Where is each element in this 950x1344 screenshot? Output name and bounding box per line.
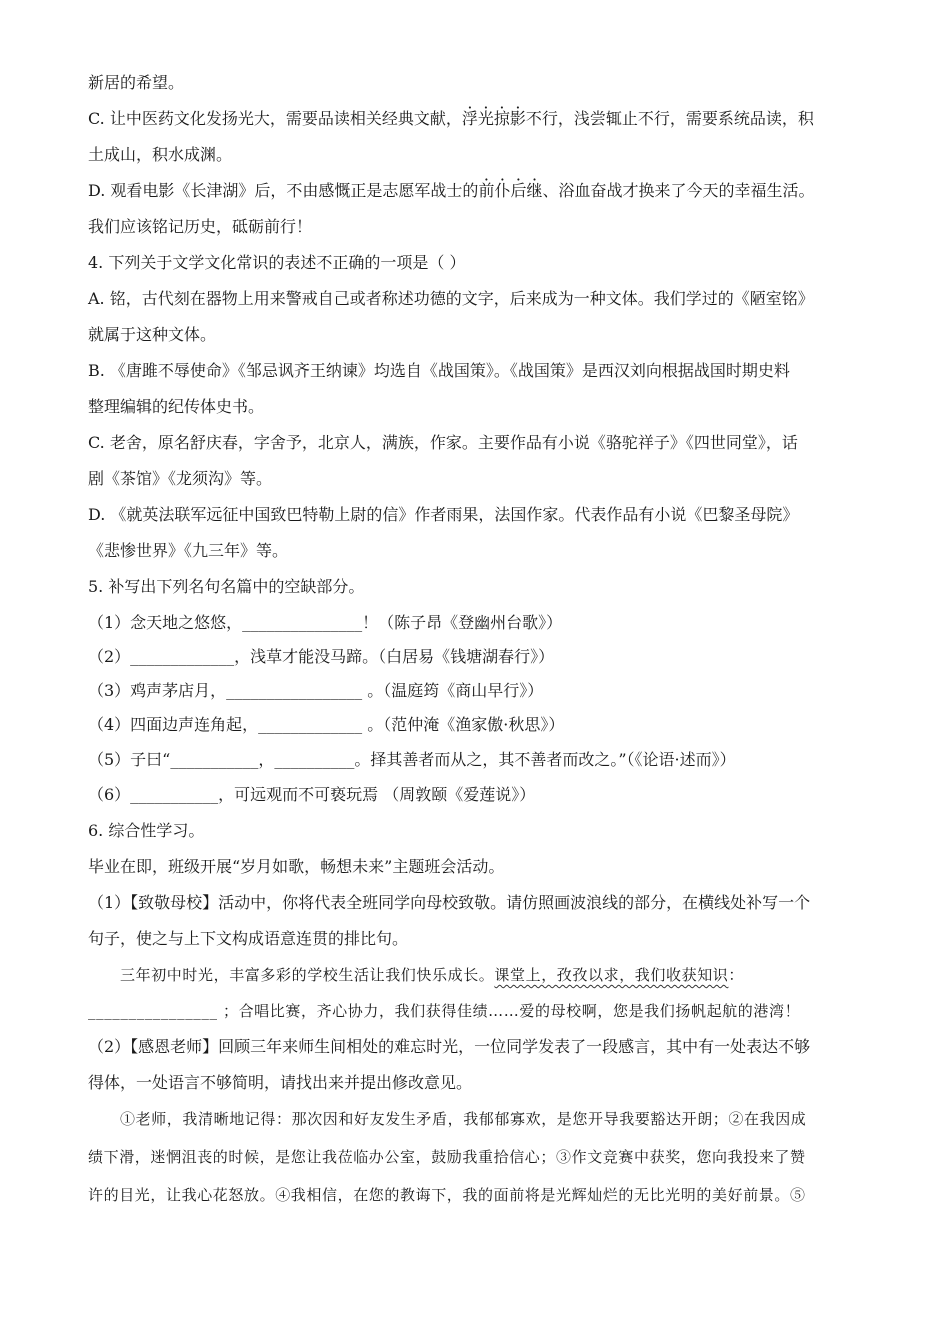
text-line: 得体，一处语言不够简明，请找出来并提出修改意见。 — [88, 1073, 473, 1092]
text-line: 整理编辑的纪传体史书。 — [88, 397, 265, 416]
emphasis-char: 仆 — [494, 181, 511, 200]
emphasis-char: 继 — [526, 181, 543, 200]
text-line: 剧《茶馆》《龙须沟》等。 — [88, 469, 273, 488]
text-line: 我们应该铭记历史，砥砺前行！ — [88, 217, 313, 236]
text-segment: D. 观看电影《长津湖》后，不由感慨正是志愿军战士的 — [88, 181, 479, 200]
fill-blank-6: （6）___________，可远观而不可亵玩焉 （周敦颐《爱莲说》） — [88, 785, 536, 804]
task-1-prompt: （1）【致敬母校】活动中，你将代表全班同学向母校致敬。请仿照画波浪线的部分，在横线处补写一个 — [88, 893, 811, 912]
fill-blank-3: （3）鸡声茅店月，_________________ 。（温庭筠《商山早行》） — [88, 681, 544, 700]
text-line: 句子，使之与上下文构成语意连贯的排比句。 — [88, 929, 409, 948]
activity-intro: 毕业在即，班级开展“岁月如歌，畅想未来”主题班会活动。 — [88, 857, 505, 876]
fill-blank-1: （1）念天地之悠悠，_______________！（陈子昂《登幽州台歌》） — [88, 613, 563, 632]
emphasis-char: 后 — [510, 181, 527, 200]
option-c-line — [88, 108, 814, 130]
passage-line — [120, 964, 744, 986]
emphasis-char: 浮 — [461, 109, 478, 128]
emphasis-char: 光 — [477, 109, 494, 128]
emphasis-char: 前 — [478, 181, 495, 200]
passage-line: ________________ ；合唱比赛，齐心协力，我们获得佳绩……爱的母校啊，您是我们扬帆起航的港湾！ — [88, 1002, 801, 1020]
task-2-prompt: （2）【感恩老师】回顾三年来师生间相处的难忘时光，一位同学发表了一段感言，其中有一处表达不够 — [88, 1037, 811, 1056]
speech-line: ①老师，我清晰地记得：那次因和好友发生矛盾，我郁郁寡欢，是您开导我要豁达开朗；②在我因成 — [120, 1110, 807, 1128]
text-segment: 不行，浅尝辄止不行，需要系统品读，积 — [525, 109, 814, 128]
fill-blank-4: （4）四面边声连角起，_____________ 。（范仲淹《渔家傲·秋思》） — [88, 715, 565, 734]
text-line: 新居的希望。 — [88, 73, 185, 92]
text-segment: C. 让中医药文化发扬光大，需要品读相关经典文献， — [88, 109, 462, 128]
option-a: A. 铭，古代刻在器物上用来警戒自己或者称述功德的文字，后来成为一种文体。我们学过的《陋室铭》 — [88, 289, 814, 308]
text-segment: 三年初中时光，丰富多彩的学校生活让我们快乐成长。 — [120, 966, 495, 984]
emphasis-char: 掠 — [493, 109, 510, 128]
text-line: 土成山，积水成渊。 — [88, 145, 233, 164]
text-line: 就属于这种文体。 — [88, 325, 217, 344]
fill-blank-2: （2）_____________，浅草才能没马蹄。（白居易《钱塘湖春行》） — [88, 647, 555, 666]
speech-line: 绩下滑，迷惘沮丧的时候，是您让我莅临办公室，鼓励我重拾信心；③作文竞赛中获奖，您向我投来了赞 — [88, 1148, 806, 1166]
option-d-line — [88, 180, 815, 202]
text-line: 《悲惨世界》《九三年》等。 — [88, 541, 289, 560]
option-c: C. 老舍，原名舒庆春，字舍予，北京人，满族，作家。主要作品有小说《骆驼祥子》《四世同堂》，话 — [88, 433, 798, 452]
question-4-stem: 4. 下列关于文学文化常识的表述不正确的一项是（ ） — [88, 253, 466, 272]
wavy-underlined-phrase: 课堂上，孜孜以求，我们收获知识 — [494, 966, 729, 984]
question-6-stem: 6. 综合性学习。 — [88, 821, 205, 840]
speech-line: 许的目光，让我心花怒放。④我相信，在您的教诲下，我的面前将是光辉灿烂的无比光明的美好前景。⑤ — [88, 1186, 806, 1204]
fill-blank-5: （5）子曰“___________，__________。择其善者而从之，其不善者而改之。”（《论语·述而》） — [88, 750, 736, 769]
emphasis-char: 影 — [509, 109, 526, 128]
text-segment: ： — [728, 966, 745, 984]
question-5-stem: 5. 补写出下列名句名篇中的空缺部分。 — [88, 577, 365, 596]
option-b: B. 《唐雎不辱使命》《邹忌讽齐王纳谏》均选自《战国策》。《战国策》是西汉刘向根据战国时期史料 — [88, 361, 790, 380]
text-segment: 、浴血奋战才换来了今天的幸福生活。 — [542, 181, 815, 200]
option-d: D. 《就英法联军远征中国致巴特勒上尉的信》作者雨果，法国作家。代表作品有小说《巴黎圣母院》 — [88, 505, 799, 524]
